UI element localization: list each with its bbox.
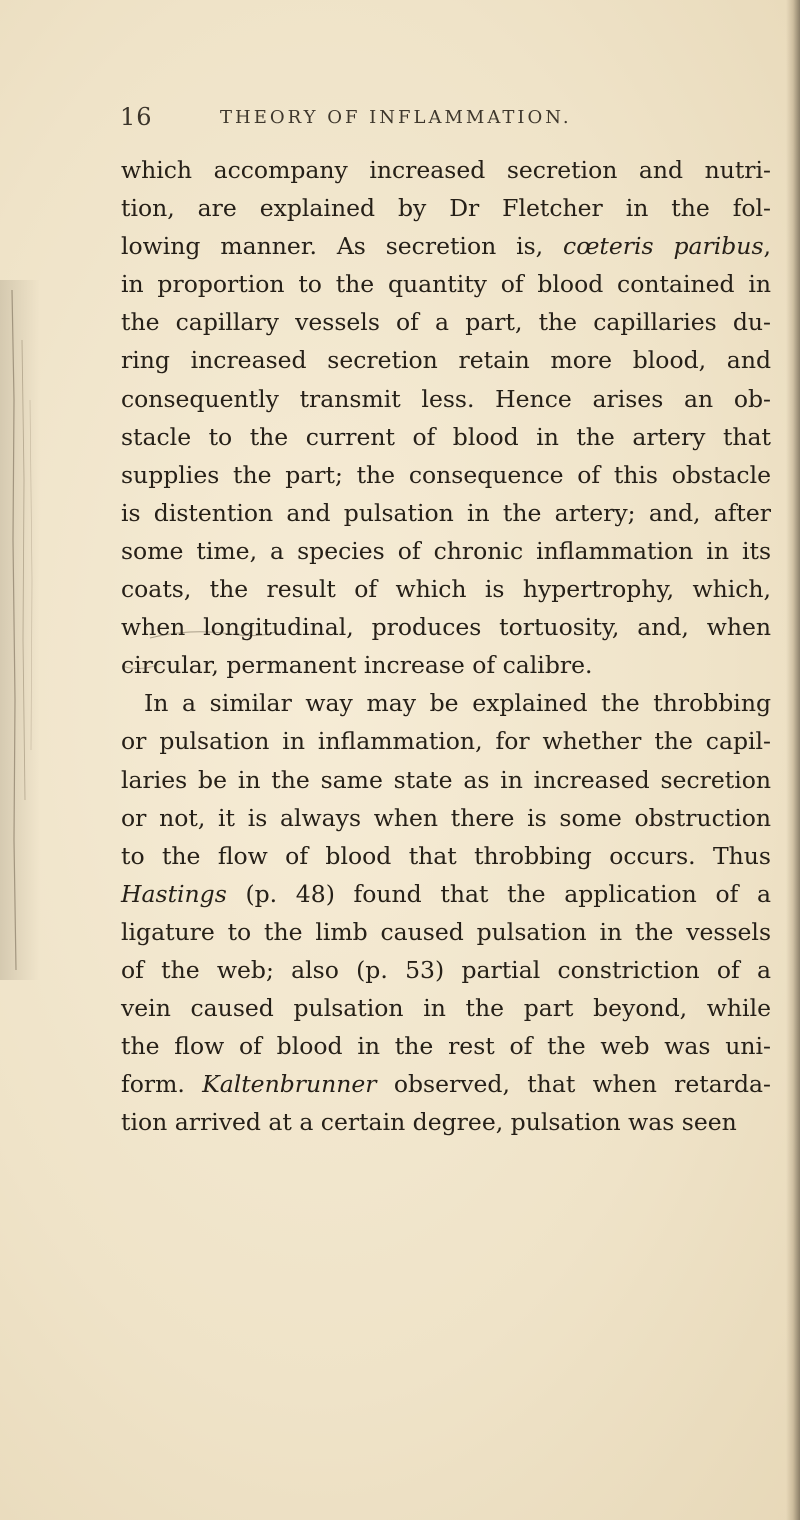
text-line: or pulsation in inflammation, for whether the capil- [121, 727, 771, 756]
text-line: in proportion to the quantity of blood contained in [121, 270, 771, 299]
text-line [121, 875, 771, 913]
text-line: vein caused pulsation in the part beyond, while [121, 994, 771, 1023]
text-line: the capillary vessels of a part, the capillaries du- [121, 308, 771, 337]
page-edge [786, 0, 800, 1520]
text-line [121, 1065, 771, 1103]
text-run: observed, that when retarda- [376, 1070, 771, 1099]
running-title: THEORY OF INFLAMMATION. [220, 107, 572, 128]
text-run: lowing manner. As secretion is, [121, 232, 564, 261]
margin-pencil-marks [0, 280, 40, 980]
page-number: 16 [120, 103, 153, 131]
text-run: , [763, 232, 771, 261]
italic-term: Hastings [121, 879, 227, 908]
text-line: ring increased secretion retain more blood, and [121, 346, 771, 375]
italic-term: Kaltenbrunner [202, 1070, 377, 1099]
text-line: is distention and pulsation in the artery; and, after [121, 498, 771, 527]
text-line: or not, it is always when there is some obstruction [121, 803, 771, 832]
text-line: laries be in the same state as in increased secretion [121, 765, 771, 794]
page-header [120, 103, 720, 143]
text-line: the flow of blood in the rest of the web was uni- [121, 1032, 771, 1061]
text-line: circular, permanent increase of calibre. [121, 651, 593, 680]
text-line: consequently transmit less. Hence arises an ob- [121, 384, 771, 413]
text-line [121, 227, 771, 265]
body-text [121, 151, 771, 1141]
text-line: which accompany increased secretion and nutri- [121, 156, 771, 184]
text-line: tion arrived at a certain degree, pulsation was seen [121, 1108, 737, 1137]
text-run: (p. 48) found that the application of a [226, 879, 771, 908]
text-run: form. [121, 1070, 203, 1099]
text-line: ligature to the limb caused pulsation in the vessels [121, 917, 771, 946]
text-line: to the flow of blood that throbbing occurs. Thus [121, 841, 771, 870]
text-line: tion, are explained by Dr Fletcher in the fol- [121, 194, 771, 223]
text-line: supplies the part; the consequence of this obstacle [121, 460, 771, 489]
text-line: some time, a species of chronic inflammation in its [121, 536, 771, 565]
text-line: of the web; also (p. 53) partial constriction of a [121, 955, 771, 984]
text-line: stacle to the current of blood in the artery that [121, 422, 771, 451]
text-line: coats, the result of which is hypertrophy, which, [121, 575, 771, 604]
italic-term: cœteris paribus [563, 232, 764, 261]
text-line: when longitudinal, produces tortuosity, and, when [121, 613, 771, 642]
text-line: In a similar way may be explained the throbbing [144, 689, 771, 718]
